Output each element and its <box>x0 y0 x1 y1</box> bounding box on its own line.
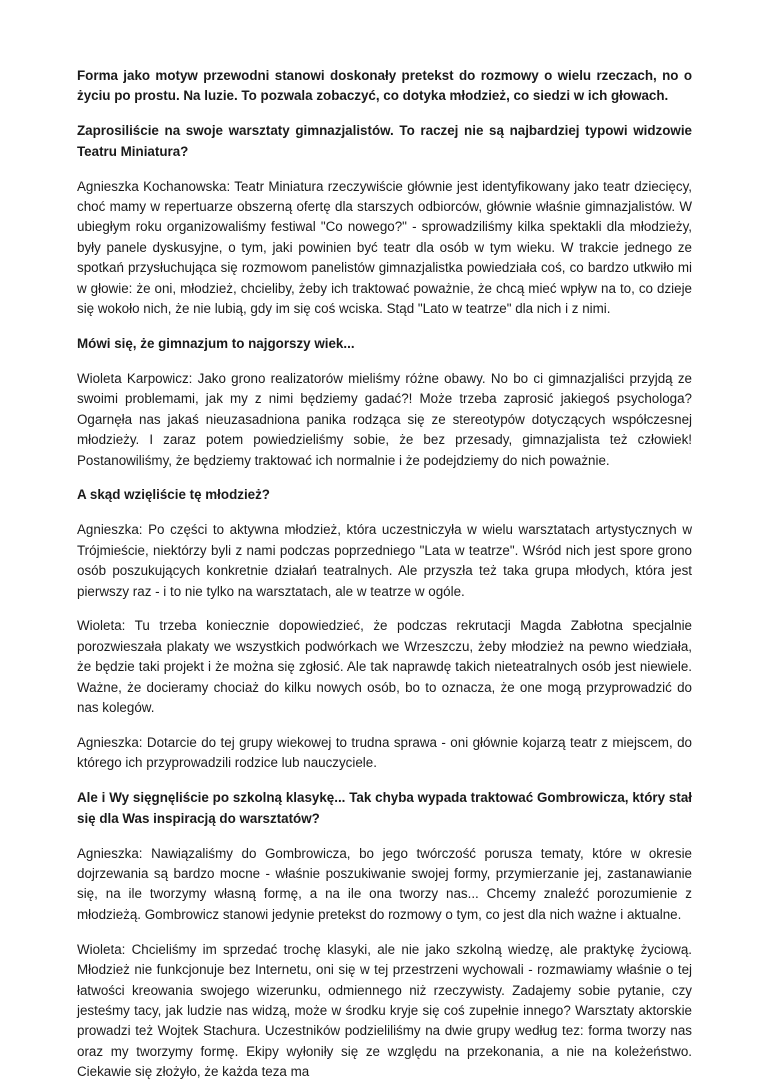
answer-karpowicz: Wioleta Karpowicz: Jako grono realizatorów mieliśmy różne obawy. No bo ci gimnazjaliści przyjdą ze swoimi problemami, jak my z nimi będziemy gadać?! Może trzeba zaprosić jakiegoś psychologa? Ogarnęła nas jakaś nieuzasadniona panika rodząca się ze stereotypów dotyczących współczesnej młodzieży. I zaraz potem powiedzieliśmy sobie, że bez przesady, gimnazjalista też człowiek! Postanowiliśmy, że będziemy traktować ich normalnie i że podejdziemy do nich poważnie. <box>77 370 692 468</box>
intro-paragraph: Forma jako motyw przewodni stanowi doskonały pretekst do rozmowy o wielu rzeczach, no o życiu po prostu. Na luzie. To pozwala zobaczyć, co dotyka młodzież, co siedzi w ich głowach. <box>77 68 692 104</box>
question-gombrowicz: Ale i Wy sięgnęliście po szkolną klasykę... Tak chyba wypada traktować Gombrowicza, który stał się dla Was inspiracją do warsztatów? <box>77 790 692 826</box>
question-age: Mówi się, że gimnazjum to najgorszy wiek... <box>77 335 355 351</box>
answer-kochanowska: Agnieszka Kochanowska: Teatr Miniatura rzeczywiście głównie jest identyfikowany jako teatr dziecięcy, choć mamy w repertuarze obszerną ofertę dla starszych odbiorców, głównie właśnie gimnazjalistów. W ubiegłym roku organizowaliśmy festiwal "Co nowego?" - sprowadziliśmy kilka spektakli dla młodzieży, były panele dyskusyjne, o tym, jaki powinien być teatr dla osób w tym wieku. W trakcie jednego ze spotkań przysłuchująca się rozmowom panelistów gimnazjalistka powiedziała coś, co bardzo utkwiło mi w głowie: że oni, młodzież, chcieliby, żeby ich traktować poważnie, że chcą mieć wpływ na to, co dzieje się wokoło nich, że nie lubią, gdy im się coś wciska. Stąd "Lato w teatrze" dla nich i z nimi. <box>77 178 692 317</box>
question-audience: Zaprosiliście na swoje warsztaty gimnazjalistów. To raczej nie są najbardziej typowi widzowie Teatru Miniatura? <box>77 123 692 159</box>
answer-wioleta-1: Wioleta: Tu trzeba koniecznie dopowiedzieć, że podczas rekrutacji Magda Zabłotna specjalnie porozwieszała plakaty we wszystkich podwórkach we Wrzeszczu, żeby młodzież na pewno wiedziała, że będzie taki projekt i że można się zgłosić. Ale tak naprawdę takich nieteatralnych osób jest niewiele. Ważne, że docieramy chociaż do kilku nowych osób, bo to oznacza, że one mogą przyprowadzić do nas kolegów. <box>77 618 692 716</box>
answer-agnieszka-3: Agnieszka: Nawiązaliśmy do Gombrowicza, bo jego twórczość porusza tematy, które w okresie dojrzewania są bardzo mocne - właśnie poszukiwanie swojej formy, przymierzanie jej, zastanawianie się, na ile tworzymy własną formę, a na ile ona tworzy nas... Chcemy znaleźć porozumienie z młodzieżą. Gombrowicz stanowi jedynie pretekst do rozmowy o tym, co jest dla nich ważne i aktualne. <box>77 845 692 922</box>
question-origin: A skąd wzięliście tę młodzież? <box>77 487 270 503</box>
answer-agnieszka-1: Agnieszka: Po części to aktywna młodzież, która uczestniczyła w wielu warsztatach artystycznych w Trójmieście, niektórzy byli z nami podczas poprzedniego "Lata w teatrze". Wśród nich jest spore grono osób poszukujących konkretnie działań teatralnych. Ale przyszła też taka grupa młodych, która jest pierwszy raz - i to nie tylko na warsztatach, ale w teatrze w ogóle. <box>77 522 692 599</box>
answer-wioleta-2: Wioleta: Chcieliśmy im sprzedać trochę klasyki, ale nie jako szkolną wiedzę, ale praktykę życiową. Młodzież nie funkcjonuje bez Internetu, oni się w tej przestrzeni wychowali - rozmawiamy właśnie o tej łatwości kreowania swojego wizerunku, odmiennego niż rzeczywisty. Zadajemy sobie pytanie, czy jesteśmy tacy, jak ludzie nas widzą, może w środku kryje się coś zupełnie innego? Warsztaty aktorskie prowadzi też Wojtek Stachura. Uczestników podzieliliśmy na dwie grupy według tez: forma tworzy nas oraz my tworzymy formę. Ekipy wyłoniły się ze względu na przekonania, a nie na koleżeństwo. Ciekawie się złożyło, że każda teza ma <box>77 941 692 1080</box>
answer-agnieszka-2: Agnieszka: Dotarcie do tej grupy wiekowej to trudna sprawa - oni głównie kojarzą teatr z miejscem, do którego ich przyprowadzili rodzice lub nauczyciele. <box>77 734 692 771</box>
